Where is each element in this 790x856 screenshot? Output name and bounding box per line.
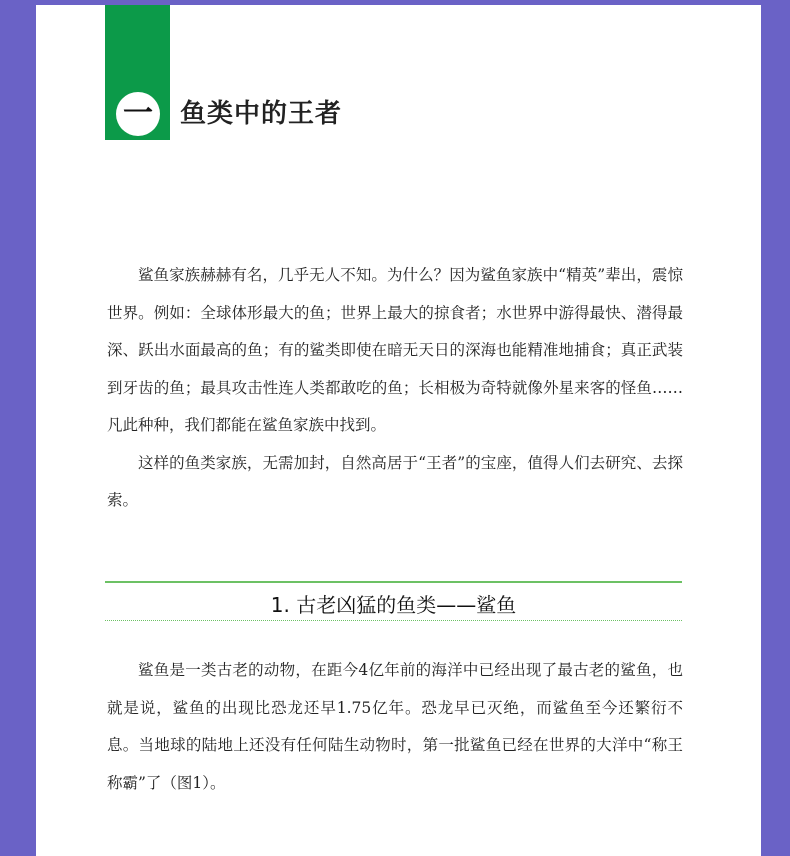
chapter-number-badge: 一 — [116, 92, 160, 136]
section-rule-bottom — [105, 620, 682, 621]
section-text — [107, 652, 683, 802]
section-title: 1. 古老凶猛的鱼类——鲨鱼 — [270, 593, 517, 617]
section-paragraph: 鲨鱼是一类古老的动物，在距今4亿年前的海洋中已经出现了最古老的鲨鱼，也就是说，鲨鱼的出现比恐龙还早1.75亿年。恐龙早已灭绝，而鲨鱼至今还繁衍不息。当地球的陆地上还没有任何陆生动物时，第一批鲨鱼已经在世界的大洋中“称王称霸”了（图1）。 — [107, 661, 683, 792]
chapter-title: 鱼类中的王者 — [180, 99, 343, 129]
intro-text — [107, 257, 683, 520]
book-page — [36, 5, 761, 856]
intro-paragraph: 鲨鱼家族赫赫有名，几乎无人不知。为什么？因为鲨鱼家族中“精英”辈出，震惊世界。例如：全球体形最大的鱼；世界上最大的掠食者；水世界中游得最快、潜得最深、跃出水面最高的鱼；有的鲨类即使在暗无天日的深海也能精准地捕食；真正武装到牙齿的鱼；最具攻击性连人类都敢吃的鱼；长相极为奇特就像外星来客的怪鱼……凡此种种，我们都能在鲨鱼家族中找到。 — [107, 266, 683, 434]
intro-paragraph: 这样的鱼类家族，无需加封，自然高居于“王者”的宝座，值得人们去研究、去探索。 — [107, 453, 683, 509]
section-rule-top — [105, 581, 682, 583]
